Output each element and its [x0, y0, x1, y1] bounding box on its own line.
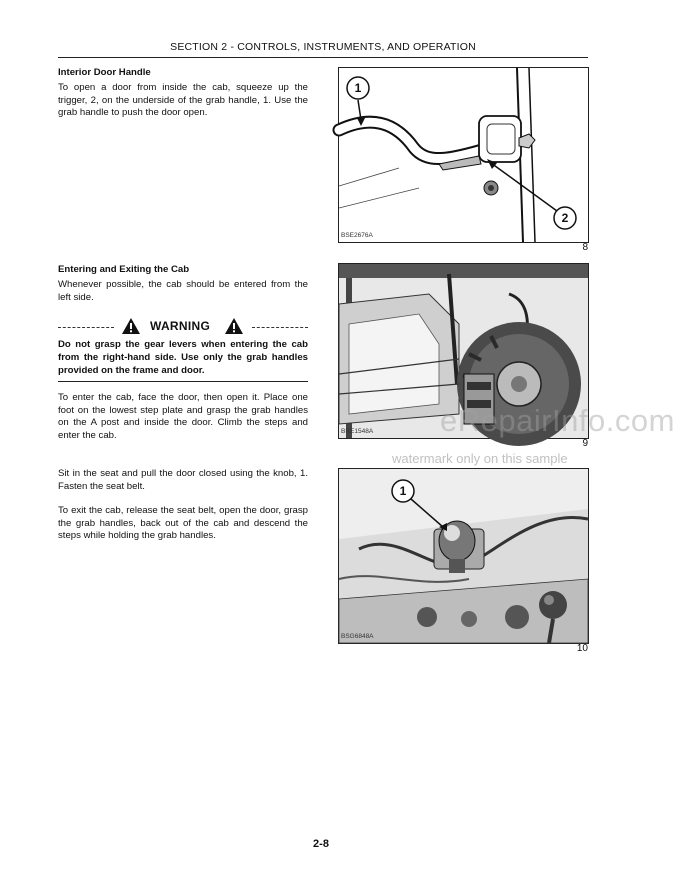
door-knob-photo — [339, 469, 588, 643]
warning-rule-right — [252, 327, 308, 328]
text-door-handle: To open a door from inside the cab, squeeze up the trigger, 2, on the underside of the grab handle, 1. Use the grab handle to push the door open. — [58, 82, 308, 119]
callout-2-label: 2 — [561, 211, 569, 225]
figure-number: 8 — [582, 242, 588, 253]
watermark-note: watermark only on this sample — [392, 451, 568, 466]
figure-id: BSG6848A — [341, 633, 374, 640]
callout-1-label: 1 — [399, 484, 407, 498]
figure-number: 9 — [582, 438, 588, 449]
figure-id: BRE1548A — [341, 428, 374, 435]
heading-entering: Entering and Exiting the Cab — [58, 264, 190, 275]
figure-id: BSE2676A — [341, 232, 373, 239]
figure-door-knob — [338, 468, 589, 644]
warning-bottom-rule — [58, 381, 308, 382]
warning-right-icon — [224, 317, 244, 335]
heading-door-handle: Interior Door Handle — [58, 67, 151, 78]
warning-text: Do not grasp the gear levers when entering the cab from the right-hand side. Use only the grab handles provided on the frame and door. — [58, 339, 308, 376]
warning-rule-left — [58, 327, 114, 328]
text-entering: Whenever possible, the cab should be entered from the left side. — [58, 279, 308, 303]
door-handle-illustration — [339, 68, 588, 242]
text-exit: To exit the cab, release the seat belt, open the door, grasp the grab handles, back out of the cab and descend the steps while holding the grab handles. — [58, 505, 308, 542]
header-rule — [58, 57, 588, 58]
section-header: SECTION 2 - CONTROLS, INSTRUMENTS, AND OPERATION — [170, 41, 476, 53]
warning-header — [58, 317, 308, 335]
warning-label: WARNING — [150, 319, 211, 333]
callout-1-label: 1 — [354, 81, 362, 95]
watermark-brand: eRepairInfo.com — [440, 403, 675, 438]
page-number: 2-8 — [313, 838, 329, 850]
text-seat: Sit in the seat and pull the door closed using the knob, 1. Fasten the seat belt. — [58, 468, 308, 492]
text-enter-steps: To enter the cab, face the door, then open it. Place one foot on the lowest step plate and grasp the grab handles on the A post and inside the door. Climb the steps and enter the cab. — [58, 392, 308, 441]
figure-number: 10 — [576, 643, 588, 654]
figure-door-handle — [338, 67, 589, 243]
warning-left-icon — [121, 317, 141, 335]
